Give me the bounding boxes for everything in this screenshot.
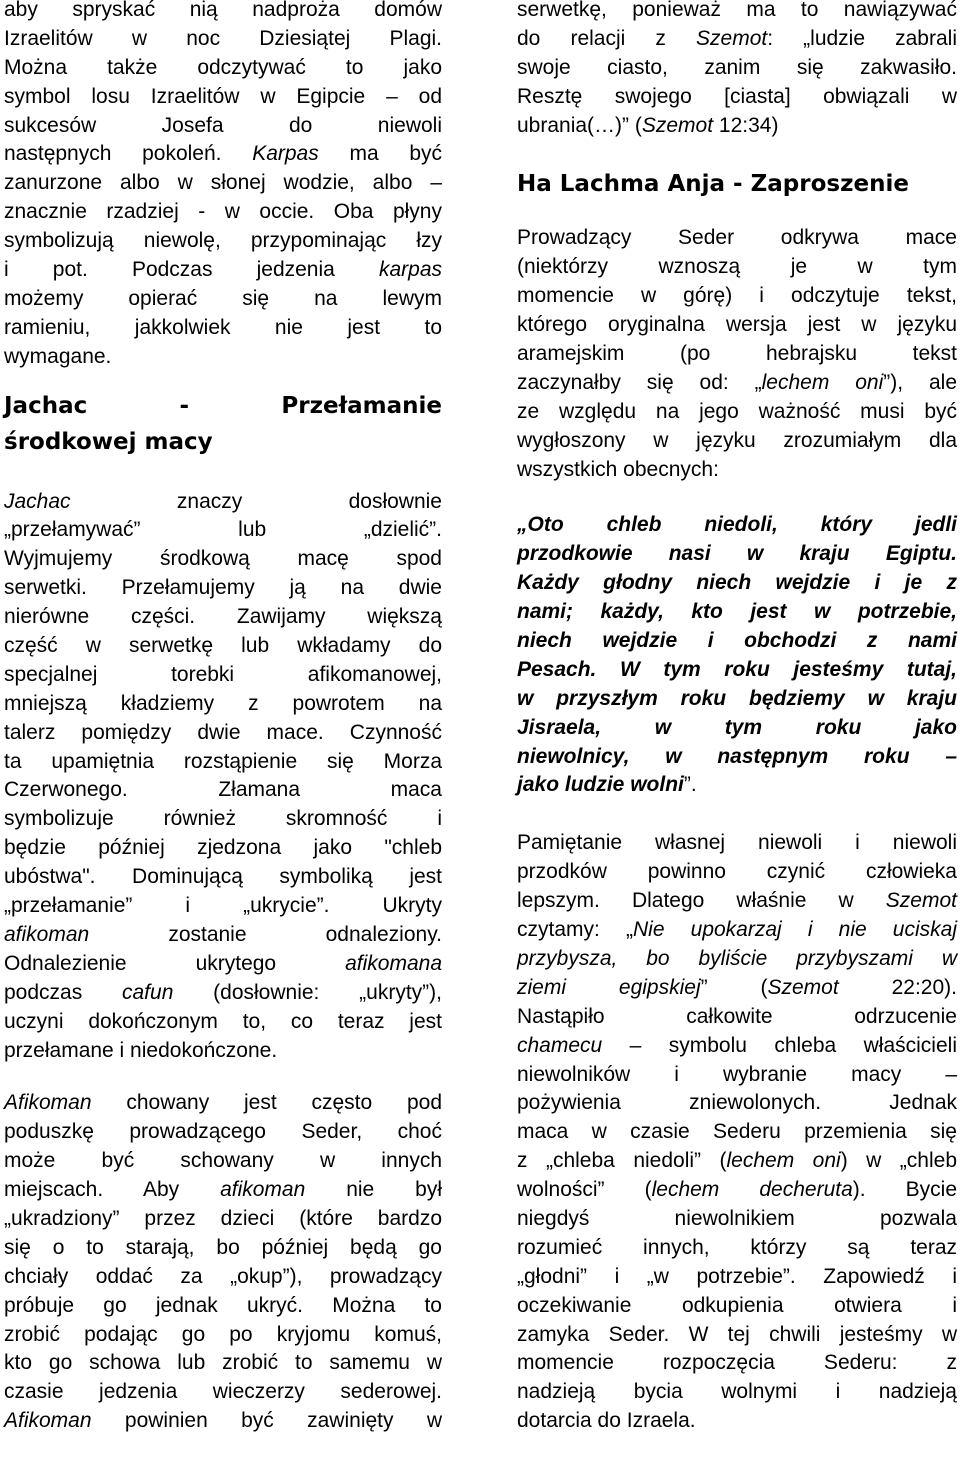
right-paragraph-2 xyxy=(517,224,957,484)
text-line: chamecu – symbolu chleba właścicieli xyxy=(517,1033,957,1057)
text-line: miejscach. Aby afikoman nie był xyxy=(4,1178,442,1202)
text-line: Izraelitów w noc Dziesiątej Plagi. xyxy=(4,26,442,50)
text-line: będzie później zjedzona jako "chleb xyxy=(4,836,442,860)
text-line: lepszym. Dlatego właśnie w Szemot xyxy=(517,889,957,913)
text-line: się o to starają, bo później będą go xyxy=(4,1235,442,1259)
text-line: momencie rozpoczęcia Sederu: z xyxy=(517,1351,957,1375)
text-line: niewolników i wybranie macy – xyxy=(517,1062,957,1086)
left-paragraph-3 xyxy=(4,1089,442,1436)
text-line: Resztę swojego [ciasta] obwiązali w xyxy=(517,84,957,108)
right-column xyxy=(517,0,957,1436)
text-line: serwetki. Przełamujemy ją na dwie xyxy=(4,576,442,600)
text-line: momencie w górę) i odczytuje tekst, xyxy=(517,284,957,308)
text-line: którego oryginalna wersja jest w języku xyxy=(517,313,957,337)
text-line: Odnalezienie ukrytego afikomana xyxy=(4,951,442,975)
left-paragraph-1 xyxy=(4,0,442,372)
text-line: ubóstwa". Dominującą symboliką jest xyxy=(4,865,442,889)
right-paragraph-quote xyxy=(517,511,957,800)
text-line: nierówne części. Zawijamy większą xyxy=(4,605,442,629)
text-line: Pesach. W tym roku jesteśmy tutaj, xyxy=(517,657,957,681)
text-line: Wyjmujemy środkową macę spod xyxy=(4,547,442,571)
text-line: ramieniu, jakkolwiek nie jest to xyxy=(4,315,442,339)
text-line: dotarcia do Izraela. xyxy=(517,1409,696,1433)
text-line: i pot. Podczas jedzenia karpas xyxy=(4,258,442,282)
text-line: symbolizują niewolę, przypominając łzy xyxy=(4,229,442,253)
text-line: nami; każdy, kto jest w potrzebie, xyxy=(517,600,957,624)
heading-word: Jachac xyxy=(4,392,88,419)
text-line: Nastąpiło całkowite odrzucenie xyxy=(517,1004,957,1028)
text-line: Czerwonego. Złamana maca xyxy=(4,778,442,802)
text-line: swoje ciasto, zanim się zakwasiło. xyxy=(517,55,957,79)
text-line: jako ludzie wolni”. xyxy=(517,773,697,797)
text-line: możemy opierać się na lewym xyxy=(4,286,442,310)
text-line: Każdy głodny niech wejdzie i je z xyxy=(517,571,957,595)
text-line: rozumieć innych, którzy są teraz xyxy=(517,1235,957,1259)
text-line: część w serwetkę lub wkładamy do xyxy=(4,634,442,658)
text-line: wszystkich obecnych: xyxy=(517,457,719,481)
text-line: niegdyś niewolnikiem pozwala xyxy=(517,1206,957,1230)
text-line: mniejszą kładziemy z powrotem na xyxy=(4,691,442,715)
text-line: serwetkę, ponieważ ma to nawiązywać xyxy=(517,0,957,21)
text-line: symbol losu Izraelitów w Egipcie – od xyxy=(4,84,442,108)
text-line: przełamane i niedokończone. xyxy=(4,1038,278,1062)
text-line: sukcesów Josefa do niewoli xyxy=(4,113,442,137)
heading-line: środkowej macy xyxy=(4,428,213,455)
text-line: przybysza, bo byliście przybyszami w xyxy=(517,946,957,970)
text-line: przodków powinno czynić człowieka xyxy=(517,860,957,884)
text-line: zamyka Seder. W tej chwili jesteśmy w xyxy=(517,1322,957,1346)
section-heading-ha-lachma: Ha Lachma Anja - Zaproszenie xyxy=(517,171,909,198)
text-line: kto go schowa lub zrobić to samemu w xyxy=(4,1351,442,1375)
text-line: wolności” (lechem decheruta). Bycie xyxy=(517,1178,958,1202)
text-line: czasie jedzenia wieczerzy sederowej. xyxy=(4,1380,442,1404)
text-line: symbolizuje również skromność i xyxy=(4,807,442,831)
text-line: Prowadzący Seder odkrywa mace xyxy=(517,226,957,250)
text-line: poduszkę prowadzącego Seder, choć xyxy=(4,1120,442,1144)
text-line: próbuje go jednak ukryć. Można to xyxy=(4,1293,442,1317)
text-line: Można także odczytywać to jako xyxy=(4,55,442,79)
text-line: zaczynałby się od: „lechem oni”), ale xyxy=(517,370,957,394)
heading-word: - xyxy=(179,392,190,419)
text-line: przodkowie nasi w kraju Egiptu. xyxy=(517,542,957,566)
text-line: uczyni dokończonym to, co teraz jest xyxy=(4,1009,442,1033)
text-line: Afikoman chowany jest często pod xyxy=(4,1091,442,1115)
text-line: maca w czasie Sederu przemienia się xyxy=(517,1120,957,1144)
text-line: może być schowany w innych xyxy=(4,1149,442,1173)
text-line: z „chleba niedoli” (lechem oni) w „chleb xyxy=(517,1149,957,1173)
text-line: ta upamiętnia rozstąpienie się Morza xyxy=(4,749,442,773)
text-line: w przyszłym roku będziemy w kraju xyxy=(517,686,957,710)
text-line: czytamy: „Nie upokarzaj i nie uciskaj xyxy=(517,918,957,942)
text-line: „Oto chleb niedoli, który jedli xyxy=(517,513,957,537)
text-line: „przełamanie” i „ukrycie”. Ukryty xyxy=(4,894,442,918)
text-line: „ukradziony” przez dzieci (które bardzo xyxy=(4,1206,442,1230)
text-line: wygłoszony w języku zrozumiałym dla xyxy=(517,428,957,452)
text-line: niewolnicy, w następnym roku – xyxy=(517,744,957,768)
text-line: aramejskim (po hebrajsku tekst xyxy=(517,342,957,366)
text-line: Afikoman powinien być zawinięty w xyxy=(4,1409,442,1433)
heading-word: Przełamanie xyxy=(281,392,442,419)
text-line: aby spryskać nią nadproża domów xyxy=(4,0,442,21)
text-line: specjalnej torebki afikomanowej, xyxy=(4,662,442,686)
text-line: pożywienia zniewolonych. Jednak xyxy=(517,1091,957,1115)
text-line: podczas cafun (dosłownie: „ukryty”), xyxy=(4,980,442,1004)
text-line: „głodni” i „w potrzebie”. Zapowiedź i xyxy=(517,1264,957,1288)
text-line: znacznie rzadziej - w occie. Oba płyny xyxy=(4,200,442,224)
text-line: nadzieją bycia wolnymi i nadzieją xyxy=(517,1380,957,1404)
section-heading-jachac xyxy=(4,388,442,460)
text-line: następnych pokoleń. Karpas ma być xyxy=(4,142,442,166)
text-line: talerz pomiędzy dwie mace. Czynność xyxy=(4,720,442,744)
text-line: do relacji z Szemot: „ludzie zabrali xyxy=(517,26,957,50)
text-line: Pamiętanie własnej niewoli i niewoli xyxy=(517,831,957,855)
text-line: ze względu na jego ważność musi być xyxy=(517,399,957,423)
right-paragraph-1 xyxy=(517,0,957,140)
right-paragraph-4 xyxy=(517,829,957,1436)
text-line: zanurzone albo w słonej wodzie, albo – xyxy=(4,171,442,195)
left-column xyxy=(4,0,442,1436)
text-line: ziemi egipskiej” (Szemot 22:20). xyxy=(517,975,957,999)
text-line: chciały oddać za „okup”), prowadzący xyxy=(4,1264,442,1288)
text-line: niech wejdzie i obchodzi z nami xyxy=(517,629,957,653)
text-line: wymagane. xyxy=(4,344,112,368)
text-line: „przełamywać” lub „dzielić”. xyxy=(4,518,442,542)
text-line: oczekiwanie odkupienia otwiera i xyxy=(517,1293,957,1317)
text-line: (niektórzy wznoszą je w tym xyxy=(517,255,957,279)
left-paragraph-2 xyxy=(4,488,442,1066)
text-line: Jachac znaczy dosłownie xyxy=(4,489,442,513)
text-line: afikoman zostanie odnaleziony. xyxy=(4,922,442,946)
text-line: ubrania(…)” (Szemot 12:34) xyxy=(517,113,779,137)
text-line: Jisraela, w tym roku jako xyxy=(517,715,957,739)
text-line: zrobić podając go po kryjomu komuś, xyxy=(4,1322,442,1346)
